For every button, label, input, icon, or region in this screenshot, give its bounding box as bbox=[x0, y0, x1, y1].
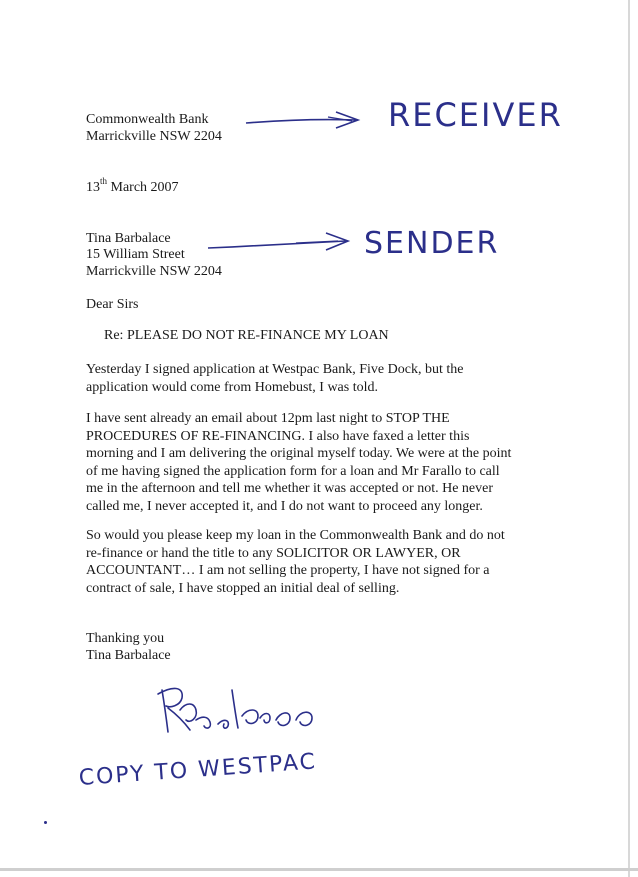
salutation: Dear Sirs bbox=[86, 297, 139, 312]
recipient-name: Commonwealth Bank bbox=[86, 112, 209, 127]
paragraph-line: contract of sale, I have stopped an initial deal of selling. bbox=[86, 580, 400, 596]
copy-to-westpac-note: COPY TO WESTPAC bbox=[78, 749, 318, 791]
arrow-receiver-icon bbox=[244, 108, 364, 132]
paragraph-line: called me, I never accepted it, and I do not want to proceed any longer. bbox=[86, 498, 483, 514]
ink-dot bbox=[44, 821, 47, 824]
paragraph-line: application would come from Homebust, I was told. bbox=[86, 379, 378, 395]
sender-street: 15 William Street bbox=[86, 247, 185, 262]
closing-line: Thanking you bbox=[86, 631, 165, 646]
sender-name: Tina Barbalace bbox=[86, 231, 171, 246]
subject-line: Re: PLEASE DO NOT RE-FINANCE MY LOAN bbox=[104, 328, 389, 343]
recipient-address: Marrickville NSW 2204 bbox=[86, 129, 222, 144]
sender-annotation: SENDER bbox=[364, 226, 500, 261]
paragraph-line: ACCOUNTANT… I am not selling the property, I have not signed for a bbox=[86, 563, 490, 578]
signature-icon bbox=[150, 680, 340, 742]
paragraph-line: So would you please keep my loan in the Commonwealth Bank and do not bbox=[86, 528, 505, 543]
scan-edge-right bbox=[628, 0, 630, 877]
paragraph-line: Yesterday I signed application at Westpac Bank, Five Dock, but the bbox=[86, 362, 464, 377]
receiver-annotation: RECEIVER bbox=[388, 96, 563, 134]
paragraph-line: morning and I am delivering the original myself today. We were at the point bbox=[86, 446, 512, 461]
paragraph-line: PROCEDURES OF RE-FINANCING. I also have faxed a letter this bbox=[86, 428, 470, 444]
paragraph-line: of me having signed the application form for a loan and Mr Farallo to call bbox=[86, 463, 500, 479]
paragraph-line: I have sent already an email about 12pm last night to STOP THE bbox=[86, 411, 450, 426]
sender-city: Marrickville NSW 2204 bbox=[86, 264, 222, 279]
closing-name: Tina Barbalace bbox=[86, 648, 171, 663]
body-paragraph-1 bbox=[86, 361, 463, 396]
paragraph-line: re-finance or hand the title to any SOLICITOR OR LAWYER, OR bbox=[86, 545, 461, 561]
letter-date: 13th March 2007 bbox=[86, 176, 179, 195]
arrow-sender-icon bbox=[206, 230, 356, 256]
body-paragraph-2 bbox=[86, 410, 511, 515]
body-paragraph-3 bbox=[86, 527, 505, 597]
scan-edge-bottom bbox=[0, 868, 638, 871]
paragraph-line: me in the afternoon and tell me whether it was accepted or not. He never bbox=[86, 481, 494, 496]
